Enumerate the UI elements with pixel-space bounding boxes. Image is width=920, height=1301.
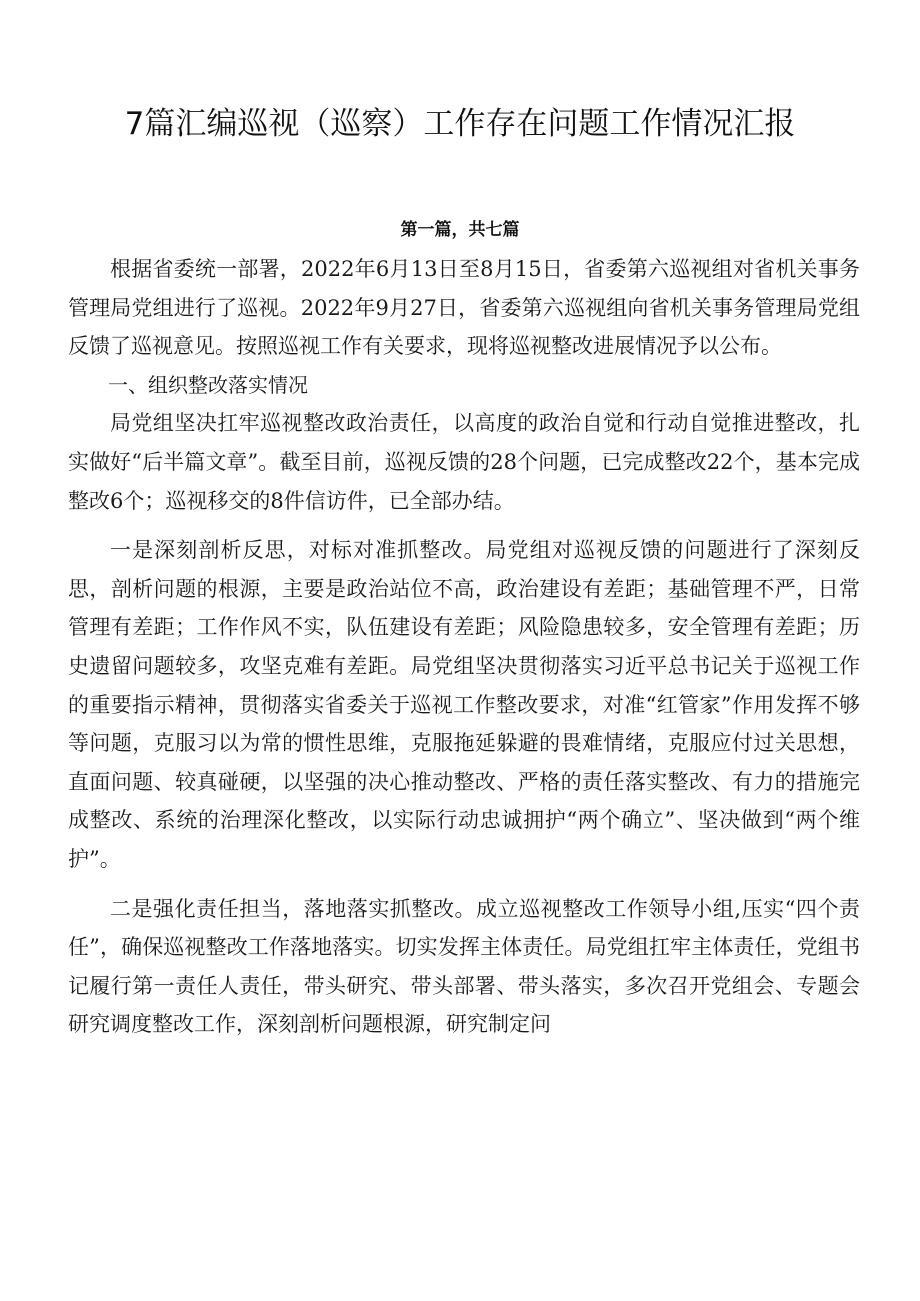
document-title: 7篇汇编巡视（巡察）工作存在问题工作情况汇报 <box>124 106 796 142</box>
paragraph-summary: 局党组坚决扛牢巡视整改政治责任，以高度的政治自觉和行动自觉推进整改，扎实做好“后半篇文章”。截至目前，巡视反馈的28个问题，已完成整改22个，基本完成整改6个；巡视移交的8件信访件，已全部办结。 <box>68 411 860 513</box>
document-body <box>68 250 860 1044</box>
paragraph-point-two: 二是强化责任担当，落地落实抓整改。成立巡视整改工作领导小组,压实“四个责任”，确保巡视整改工作落地落实。切实发挥主体责任。局党组扛牢主体责任，党组书记履行第一责任人责任，带头研究、带头部署、带头落实，多次召开党组会、专题会研究调度整改工作，深刻剖析问题根源，研究制定问 <box>68 896 860 1037</box>
paragraph-intro: 根据省委统一部署，2022年6月13日至8月15日，省委第六巡视组对省机关事务管理局党组进行了巡视。2022年9月27日，省委第六巡视组向省机关事务管理局党组反馈了巡视意见。按照巡视工作有关要求，现将巡视整改进展情况予以公布。 <box>68 257 860 359</box>
document-subtitle: 第一篇，共七篇 <box>400 220 520 240</box>
paragraph-point-one: 一是深刻剖析反思，对标对准抓整改。局党组对巡视反馈的问题进行了深刻反思，剖析问题的根源，主要是政治站位不高，政治建设有差距；基础管理不严，日常管理有差距；工作作风不实，队伍建设有差距；风险隐患较多，安全管理有差距；历史遗留问题较多，攻坚克难有差距。局党组坚决贯彻落实习近平总书记关于巡视工作的重要指示精神，贯彻落实省委关于巡视工作整改要求，对准“红管家”作用发挥不够等问题，克服习以为常的惯性思维，克服拖延躲避的畏难情绪，克服应付过关思想，直面问题、较真碰硬，以坚强的决心推动整改、严格的责任落实整改、有力的措施完成整改、系统的治理深化整改，以实际行动忠诚拥护“两个确立”、坚决做到“两个维护”。 <box>68 538 860 871</box>
section-heading: 一、组织整改落实情况 <box>108 372 308 397</box>
